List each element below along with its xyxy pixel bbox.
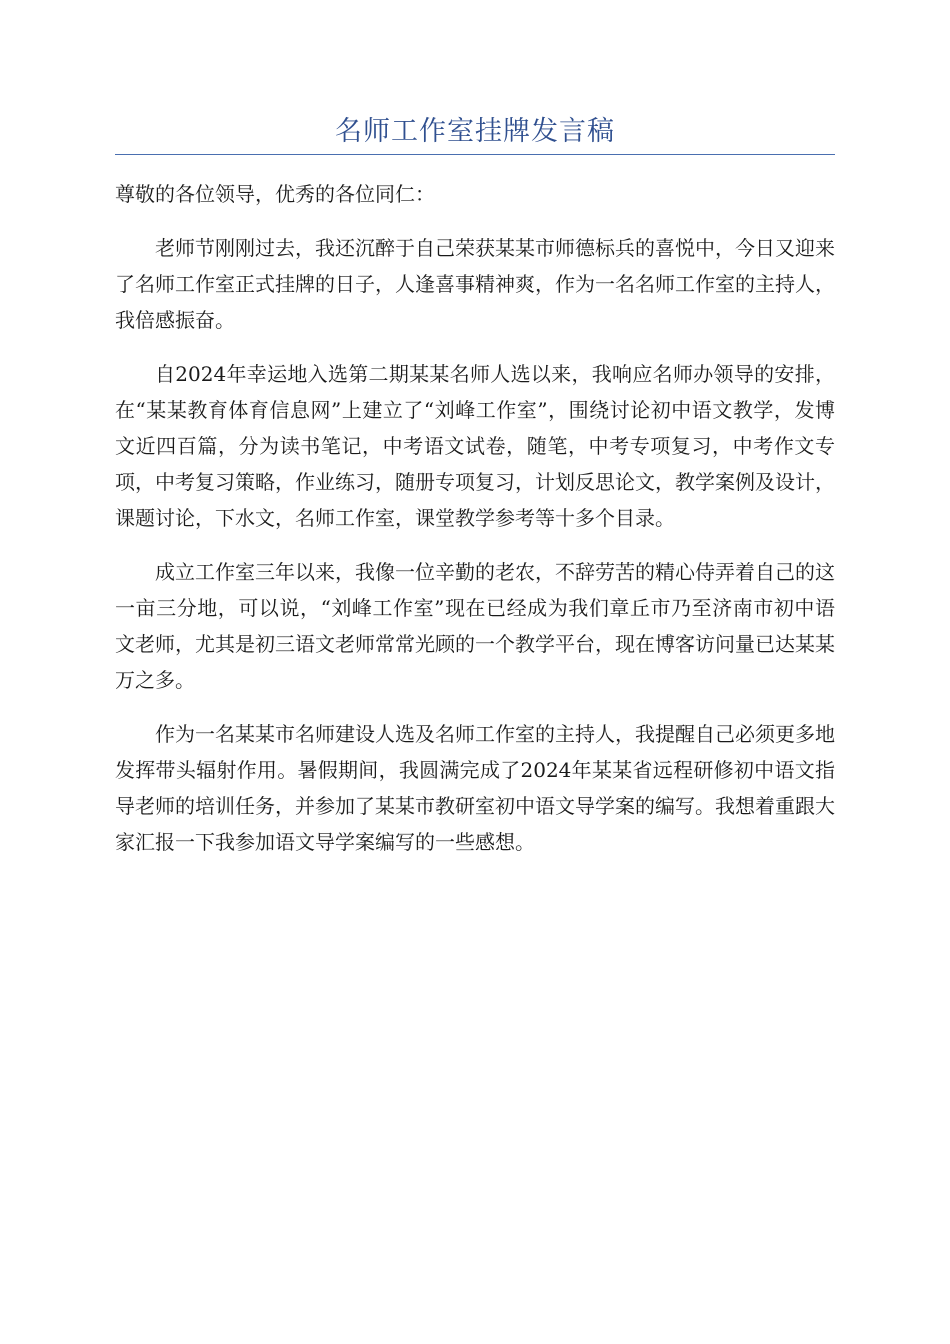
paragraph-3: 成立工作室三年以来，我像一位辛勤的老农，不辞劳苦的精心侍弄着自己的这一亩三分地，可以说，“刘峰工作室”现在已经成为我们章丘市乃至济南市初中语文老师，尤其是初三语文老师常常光顾的一个教学平台，现在博客访问量已达某某万之多。 xyxy=(115,560,835,692)
paragraph-2: 自2024年幸运地入选第二期某某名师人选以来，我响应名师办领导的安排，在“某某教育体育信息网”上建立了“刘峰工作室”，围绕讨论初中语文教学，发博文近四百篇，分为读书笔记，中考语文试卷，随笔，中考专项复习，中考作文专项，中考复习策略，作业练习，随册专项复习，计划反思论文，教学案例及设计，课题讨论，下水文，名师工作室，课堂教学参考等十多个目录。 xyxy=(115,362,835,530)
salutation: 尊敬的各位领导，优秀的各位同仁： xyxy=(115,182,435,206)
title-underline xyxy=(115,154,835,155)
paragraph-1: 老师节刚刚过去，我还沉醉于自己荣获某某市师德标兵的喜悦中，今日又迎来了名师工作室正式挂牌的日子，人逢喜事精神爽，作为一名名师工作室的主持人，我倍感振奋。 xyxy=(115,236,835,332)
page-title: 名师工作室挂牌发言稿 xyxy=(335,116,615,147)
paragraph-4: 作为一名某某市名师建设人选及名师工作室的主持人，我提醒自己必须更多地发挥带头辐射作用。暑假期间，我圆满完成了2024年某某省远程研修初中语文指导老师的培训任务，并参加了某某市教研室初中语文导学案的编写。我想着重跟大家汇报一下我参加语文导学案编写的一些感想。 xyxy=(115,722,835,854)
document-body xyxy=(115,176,835,878)
